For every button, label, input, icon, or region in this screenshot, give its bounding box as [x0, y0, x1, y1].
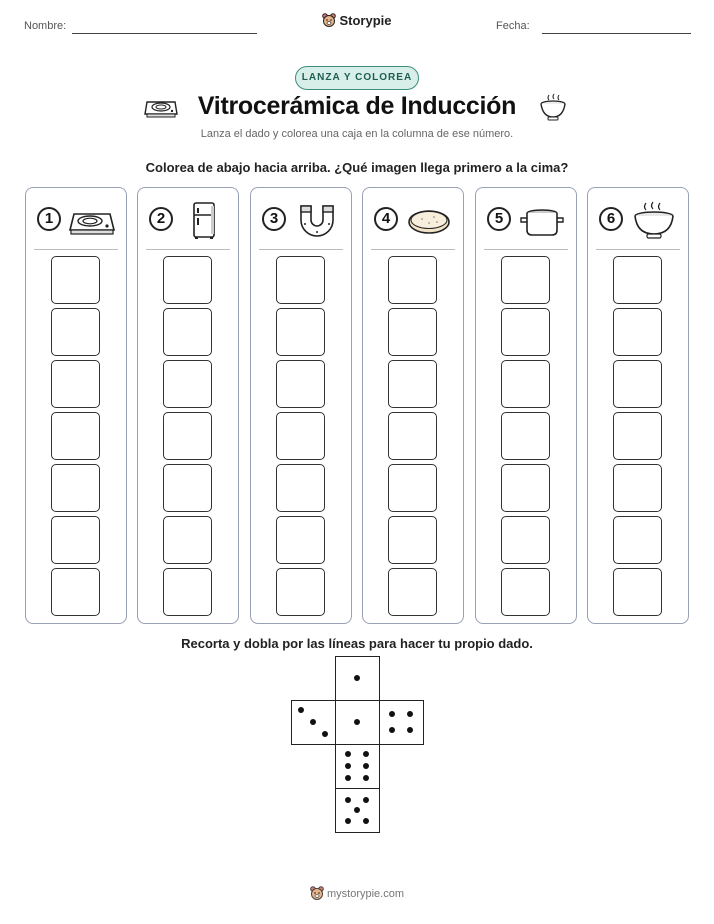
color-box[interactable]: [613, 568, 662, 616]
column-divider: [484, 249, 568, 250]
bear-footer-icon: [310, 886, 324, 901]
column-5: [475, 187, 577, 624]
color-box[interactable]: [613, 464, 662, 512]
color-box[interactable]: [163, 308, 212, 356]
color-box[interactable]: [51, 308, 100, 356]
color-box[interactable]: [51, 516, 100, 564]
column-divider: [259, 249, 343, 250]
column-divider: [596, 249, 680, 250]
die-face-3: [291, 700, 336, 745]
color-box[interactable]: [388, 360, 437, 408]
footer-url: mystorypie.com: [326, 888, 405, 900]
die-face-1: [335, 656, 380, 701]
name-line: [72, 33, 257, 34]
color-box[interactable]: [613, 308, 662, 356]
color-box[interactable]: [388, 568, 437, 616]
color-box[interactable]: [276, 464, 325, 512]
die-face-1: [335, 700, 380, 745]
column-divider: [371, 249, 455, 250]
color-box[interactable]: [501, 516, 550, 564]
page-subtitle: Lanza el dado y colorea una caja en la columna de ese número.: [200, 128, 514, 140]
column-divider: [34, 249, 118, 250]
die-pip: [407, 727, 413, 733]
color-box[interactable]: [613, 412, 662, 460]
column-number: 3: [262, 207, 286, 231]
brand-logo: [0, 13, 714, 28]
die-pip: [354, 807, 360, 813]
color-box[interactable]: [163, 464, 212, 512]
color-box[interactable]: [51, 412, 100, 460]
color-box[interactable]: [276, 412, 325, 460]
soup-bowl-title-icon: [537, 93, 569, 123]
color-box[interactable]: [613, 360, 662, 408]
color-box[interactable]: [388, 464, 437, 512]
color-box[interactable]: [388, 412, 437, 460]
name-label: Nombre:: [24, 20, 67, 32]
die-pip: [363, 775, 369, 781]
color-box[interactable]: [501, 308, 550, 356]
column-3: [250, 187, 352, 624]
induction-cooktop-icon: [68, 200, 116, 240]
column-2: [137, 187, 239, 624]
instruction-bottom: Recorta y dobla por las líneas para hacer tu propio dado.: [181, 636, 533, 651]
column-4: [362, 187, 464, 624]
die-pip: [298, 707, 304, 713]
instruction-top: Colorea de abajo hacia arriba. ¿Qué imagen llega primero a la cima?: [145, 160, 569, 175]
color-box[interactable]: [51, 568, 100, 616]
die-pip: [354, 675, 360, 681]
die-pip: [354, 719, 360, 725]
die-face-6: [335, 744, 380, 789]
footer: [0, 886, 714, 901]
die-face-5: [335, 788, 380, 833]
die-pip: [363, 763, 369, 769]
horseshoe-magnet-icon: [293, 200, 341, 240]
color-box[interactable]: [501, 568, 550, 616]
activity-badge: LANZA Y COLOREA: [295, 66, 419, 90]
column-1: [25, 187, 127, 624]
column-divider: [146, 249, 230, 250]
color-box[interactable]: [276, 256, 325, 304]
die-face-4: [379, 700, 424, 745]
die-pip: [407, 711, 413, 717]
column-number: 1: [37, 207, 61, 231]
die-pip: [363, 751, 369, 757]
color-box[interactable]: [163, 516, 212, 564]
color-box[interactable]: [276, 516, 325, 564]
die-pip: [322, 731, 328, 737]
color-box[interactable]: [613, 256, 662, 304]
column-6: [587, 187, 689, 624]
color-box[interactable]: [276, 568, 325, 616]
color-box[interactable]: [613, 516, 662, 564]
die-pip: [389, 711, 395, 717]
color-box[interactable]: [501, 360, 550, 408]
die-pip: [345, 763, 351, 769]
soup-bowl-icon: [630, 200, 678, 240]
date-label: Fecha:: [496, 20, 530, 32]
date-line: [542, 33, 691, 34]
color-box[interactable]: [276, 360, 325, 408]
die-pip: [345, 751, 351, 757]
color-box[interactable]: [163, 360, 212, 408]
die-pip: [363, 797, 369, 803]
column-number: 4: [374, 207, 398, 231]
die-pip: [345, 775, 351, 781]
die-pip: [310, 719, 316, 725]
color-box[interactable]: [51, 360, 100, 408]
page-title: Vitrocerámica de Inducción: [197, 92, 517, 120]
color-box[interactable]: [501, 256, 550, 304]
refrigerator-icon: [180, 200, 228, 240]
color-box[interactable]: [163, 568, 212, 616]
color-box[interactable]: [388, 516, 437, 564]
color-box[interactable]: [501, 412, 550, 460]
column-number: 6: [599, 207, 623, 231]
color-box[interactable]: [501, 464, 550, 512]
color-box[interactable]: [163, 412, 212, 460]
brand-name: Storypie: [339, 13, 392, 28]
die-pip: [345, 797, 351, 803]
cooking-pot-icon: [518, 200, 566, 240]
color-box[interactable]: [51, 256, 100, 304]
die-pip: [363, 818, 369, 824]
die-pip: [345, 818, 351, 824]
bear-logo-icon: [322, 13, 336, 28]
color-box[interactable]: [388, 308, 437, 356]
column-number: 2: [149, 207, 173, 231]
color-box[interactable]: [388, 256, 437, 304]
color-box[interactable]: [163, 256, 212, 304]
column-number: 5: [487, 207, 511, 231]
color-box[interactable]: [276, 308, 325, 356]
color-box[interactable]: [51, 464, 100, 512]
die-pip: [389, 727, 395, 733]
pancake-icon: [405, 200, 453, 240]
